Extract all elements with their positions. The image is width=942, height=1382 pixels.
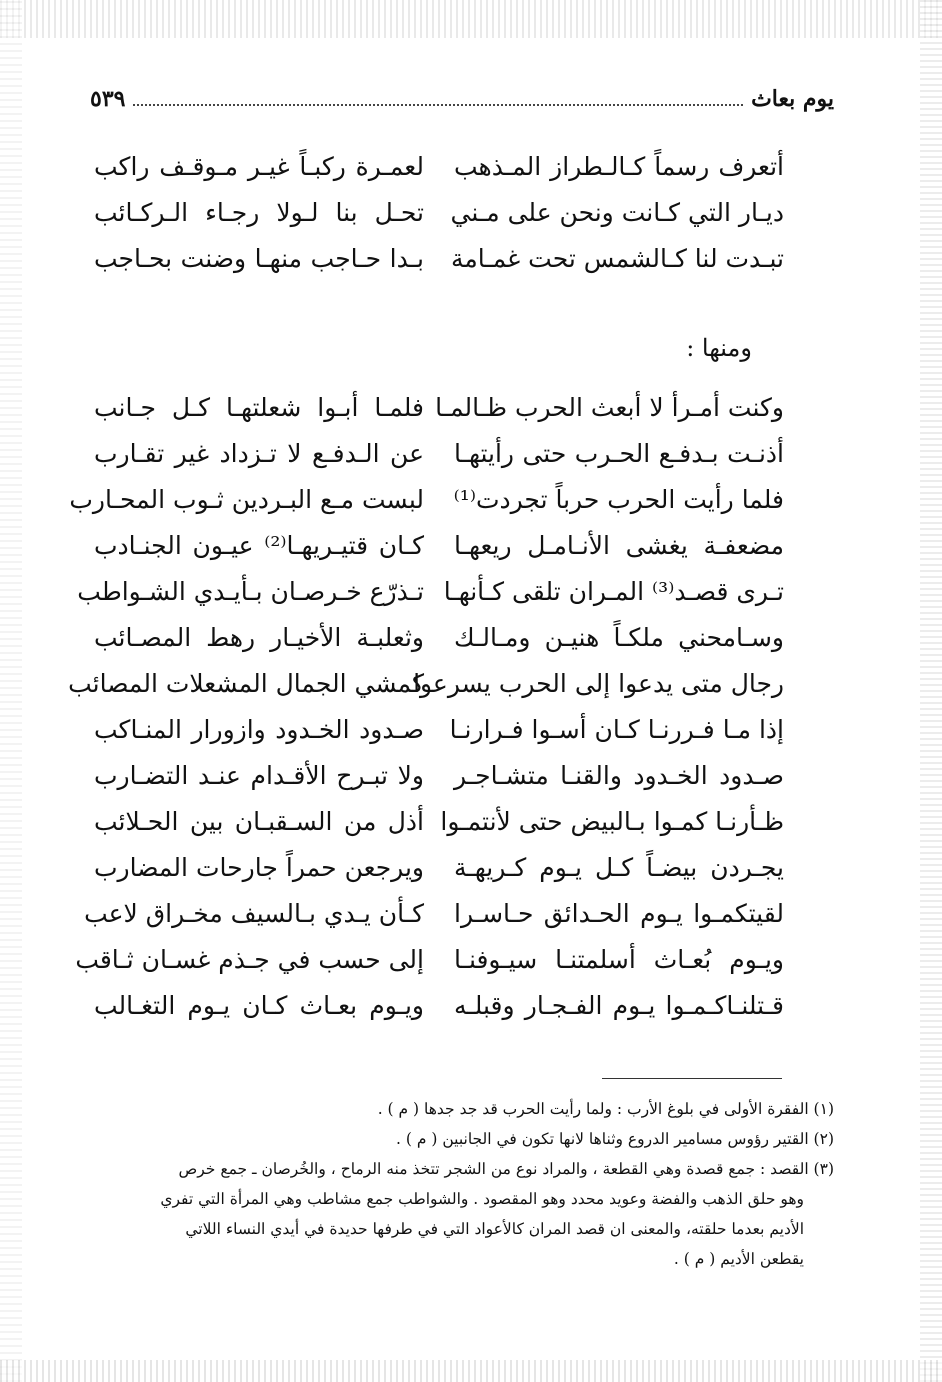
- verse-line: [75, 936, 784, 982]
- hemistich-second: ويـوم بعـاث كـان يـوم التغـالب: [94, 990, 424, 1020]
- hemistich-second: تـذرّع خـرصـان بـأيـدي الشـواطب: [77, 576, 424, 606]
- verse-line: [94, 706, 784, 752]
- hemistich-second: أذل من السـقبـان بين الحـلائب: [94, 806, 424, 836]
- verse-line: [77, 568, 784, 614]
- ornamental-border-top: [0, 0, 942, 38]
- verse-line: [68, 660, 784, 706]
- hemistich-second: وثعلبـة الأخيـار رهط المصـائب: [94, 622, 424, 652]
- hemistich-first: وكنت أمـرأ لا أبعث الحرب ظـالمـا: [435, 392, 784, 422]
- hemistich-second: لبست مـع البـردين ثـوب المحـارب: [69, 484, 424, 514]
- hemistich-second: فلمـا أبـوا شعلتهـا كـل جـانب: [94, 392, 424, 422]
- running-header: [90, 86, 834, 116]
- hemistich-second: تحـل بنا لـولا رجـاء الـركـائب: [94, 197, 424, 227]
- chapter-title: يوم بعاث: [751, 86, 834, 112]
- hemistich-first: يجـردن بيضـاً كـل يـوم كـريهـة: [454, 852, 784, 882]
- poem-section-2: [68, 384, 784, 1028]
- hemistich-first: تبـدت لنا كـالشمس تحت غمـامة: [450, 243, 784, 273]
- footnote-3-continuation: الأديم بعدما حلقته، والمعنى ان قصد المران كالأعواد التي في طرفها حديدة في أيدي النساء اللاتي: [185, 1220, 804, 1238]
- hemistich-second: ولا تبـرح الأقـدام عنـد التضـارب: [94, 760, 424, 790]
- hemistich-second: عن الـدفـع لا تـزداد غير تقـارب: [94, 438, 424, 468]
- hemistich-first: ديـار التي كـانت ونحن على مـني: [450, 197, 784, 227]
- ornamental-border-left: [0, 0, 22, 1382]
- ornamental-border-right: [920, 0, 942, 1382]
- verse-line: [94, 752, 784, 798]
- hemistich-first: أذنـت بـدفـع الحـرب حتى رأيتهـا: [454, 438, 784, 468]
- hemistich-second: لعمـرة ركبـاً غيـر مـوقـف راكب: [94, 151, 424, 181]
- footnote-2: (٢) القتير رؤوس مسامير الدروع وثناها لانها تكون في الجانبين ( م ) .: [396, 1130, 834, 1148]
- hemistich-second: كمشي الجمال المشعلات المصائب: [68, 668, 424, 698]
- verse-line: [94, 189, 784, 235]
- hemistich-first: وسـامحني ملكـاً هنيـن ومـالـك: [454, 622, 784, 652]
- footnote-1: (١) الفقرة الأولى في بلوغ الأرب : ولما رأيت الحرب قد جد جدها ( م ) .: [377, 1100, 834, 1118]
- footnote-3: (٣) القصد : جمع قصدة وهي القطعة ، والمراد نوع من الشجر تتخذ منه الرماح ، والخُرصان ـ جمع خرص: [178, 1160, 834, 1178]
- hemistich-first: مضعفـة يغشى الأنـامـل ريعهـا: [454, 530, 784, 560]
- header-leader-dots: [133, 90, 743, 106]
- hemistich-first: رجال متى يدعوا إلى الحرب يسرعوا: [413, 668, 784, 698]
- hemistich-first: إذا مـا فـررنـا كـان أسـوا فـرارنـا: [449, 714, 784, 744]
- page-number: ٥٣٩: [90, 86, 126, 112]
- verse-line: [94, 430, 784, 476]
- verse-line: [94, 798, 784, 844]
- hemistich-first: صـدود الخـدود والقنـا متشـاجـر: [454, 760, 784, 790]
- footnote-3-continuation: وهو حلق الذهب والفضة وعويد محدد وهو المقصود . والشواطب جمع مشاطب وهي المرأة التي تفري: [160, 1190, 804, 1208]
- verse-line: [94, 614, 784, 660]
- ornamental-border-bottom: [0, 1360, 942, 1382]
- hemistich-first: أتعرف رسماً كـالـطراز المـذهب: [454, 151, 784, 181]
- hemistich-first: تـرى قصـد⁽³⁾ المـران تلقى كـأنهـا: [443, 576, 784, 606]
- hemistich-second: ويرجعن حمراً جارحات المضارب: [94, 852, 424, 882]
- poem-section-1: [94, 143, 784, 281]
- hemistich-second: صـدود الخـدود وازورار المنـاكب: [94, 714, 424, 744]
- hemistich-first: لقيتكمـوا يـوم الحـدائق حـاسـرا: [454, 898, 784, 928]
- verse-line: [94, 235, 784, 281]
- section-label: ومنها :: [686, 334, 752, 362]
- hemistich-first: قـتلنـاكـمـوا يـوم الفـجـار وقبلـه: [454, 990, 784, 1020]
- hemistich-first: ويـوم بُعـاث أسلمتنـا سيـوفنـا: [454, 944, 784, 974]
- footnote-separator: [602, 1078, 782, 1079]
- footnotes: [104, 1094, 834, 1274]
- hemistich-second: بـدا حـاجب منهـا وضنت بحـاجب: [94, 243, 424, 273]
- verse-line: [69, 476, 784, 522]
- hemistich-second: كـان قتيـريهـا⁽²⁾ عيـون الجنـادب: [94, 530, 424, 560]
- hemistich-first: فلما رأيت الحرب حرباً تجردت⁽¹⁾: [453, 484, 784, 514]
- verse-line: [94, 522, 784, 568]
- verse-line: [94, 384, 784, 430]
- hemistich-first: ظـأرنـا كمـوا بـالبيض حتى لأنتمـوا: [440, 806, 784, 836]
- verse-line: [94, 844, 784, 890]
- hemistich-second: إلى حسب في جـذم غسـان ثـاقب: [75, 944, 424, 974]
- hemistich-second: كـأن يـدي بـالسيف مخـراق لاعب: [84, 898, 424, 928]
- verse-line: [94, 982, 784, 1028]
- verse-line: [84, 890, 784, 936]
- footnote-3-continuation: يقطعن الأديم ( م ) .: [673, 1250, 804, 1268]
- verse-line: [94, 143, 784, 189]
